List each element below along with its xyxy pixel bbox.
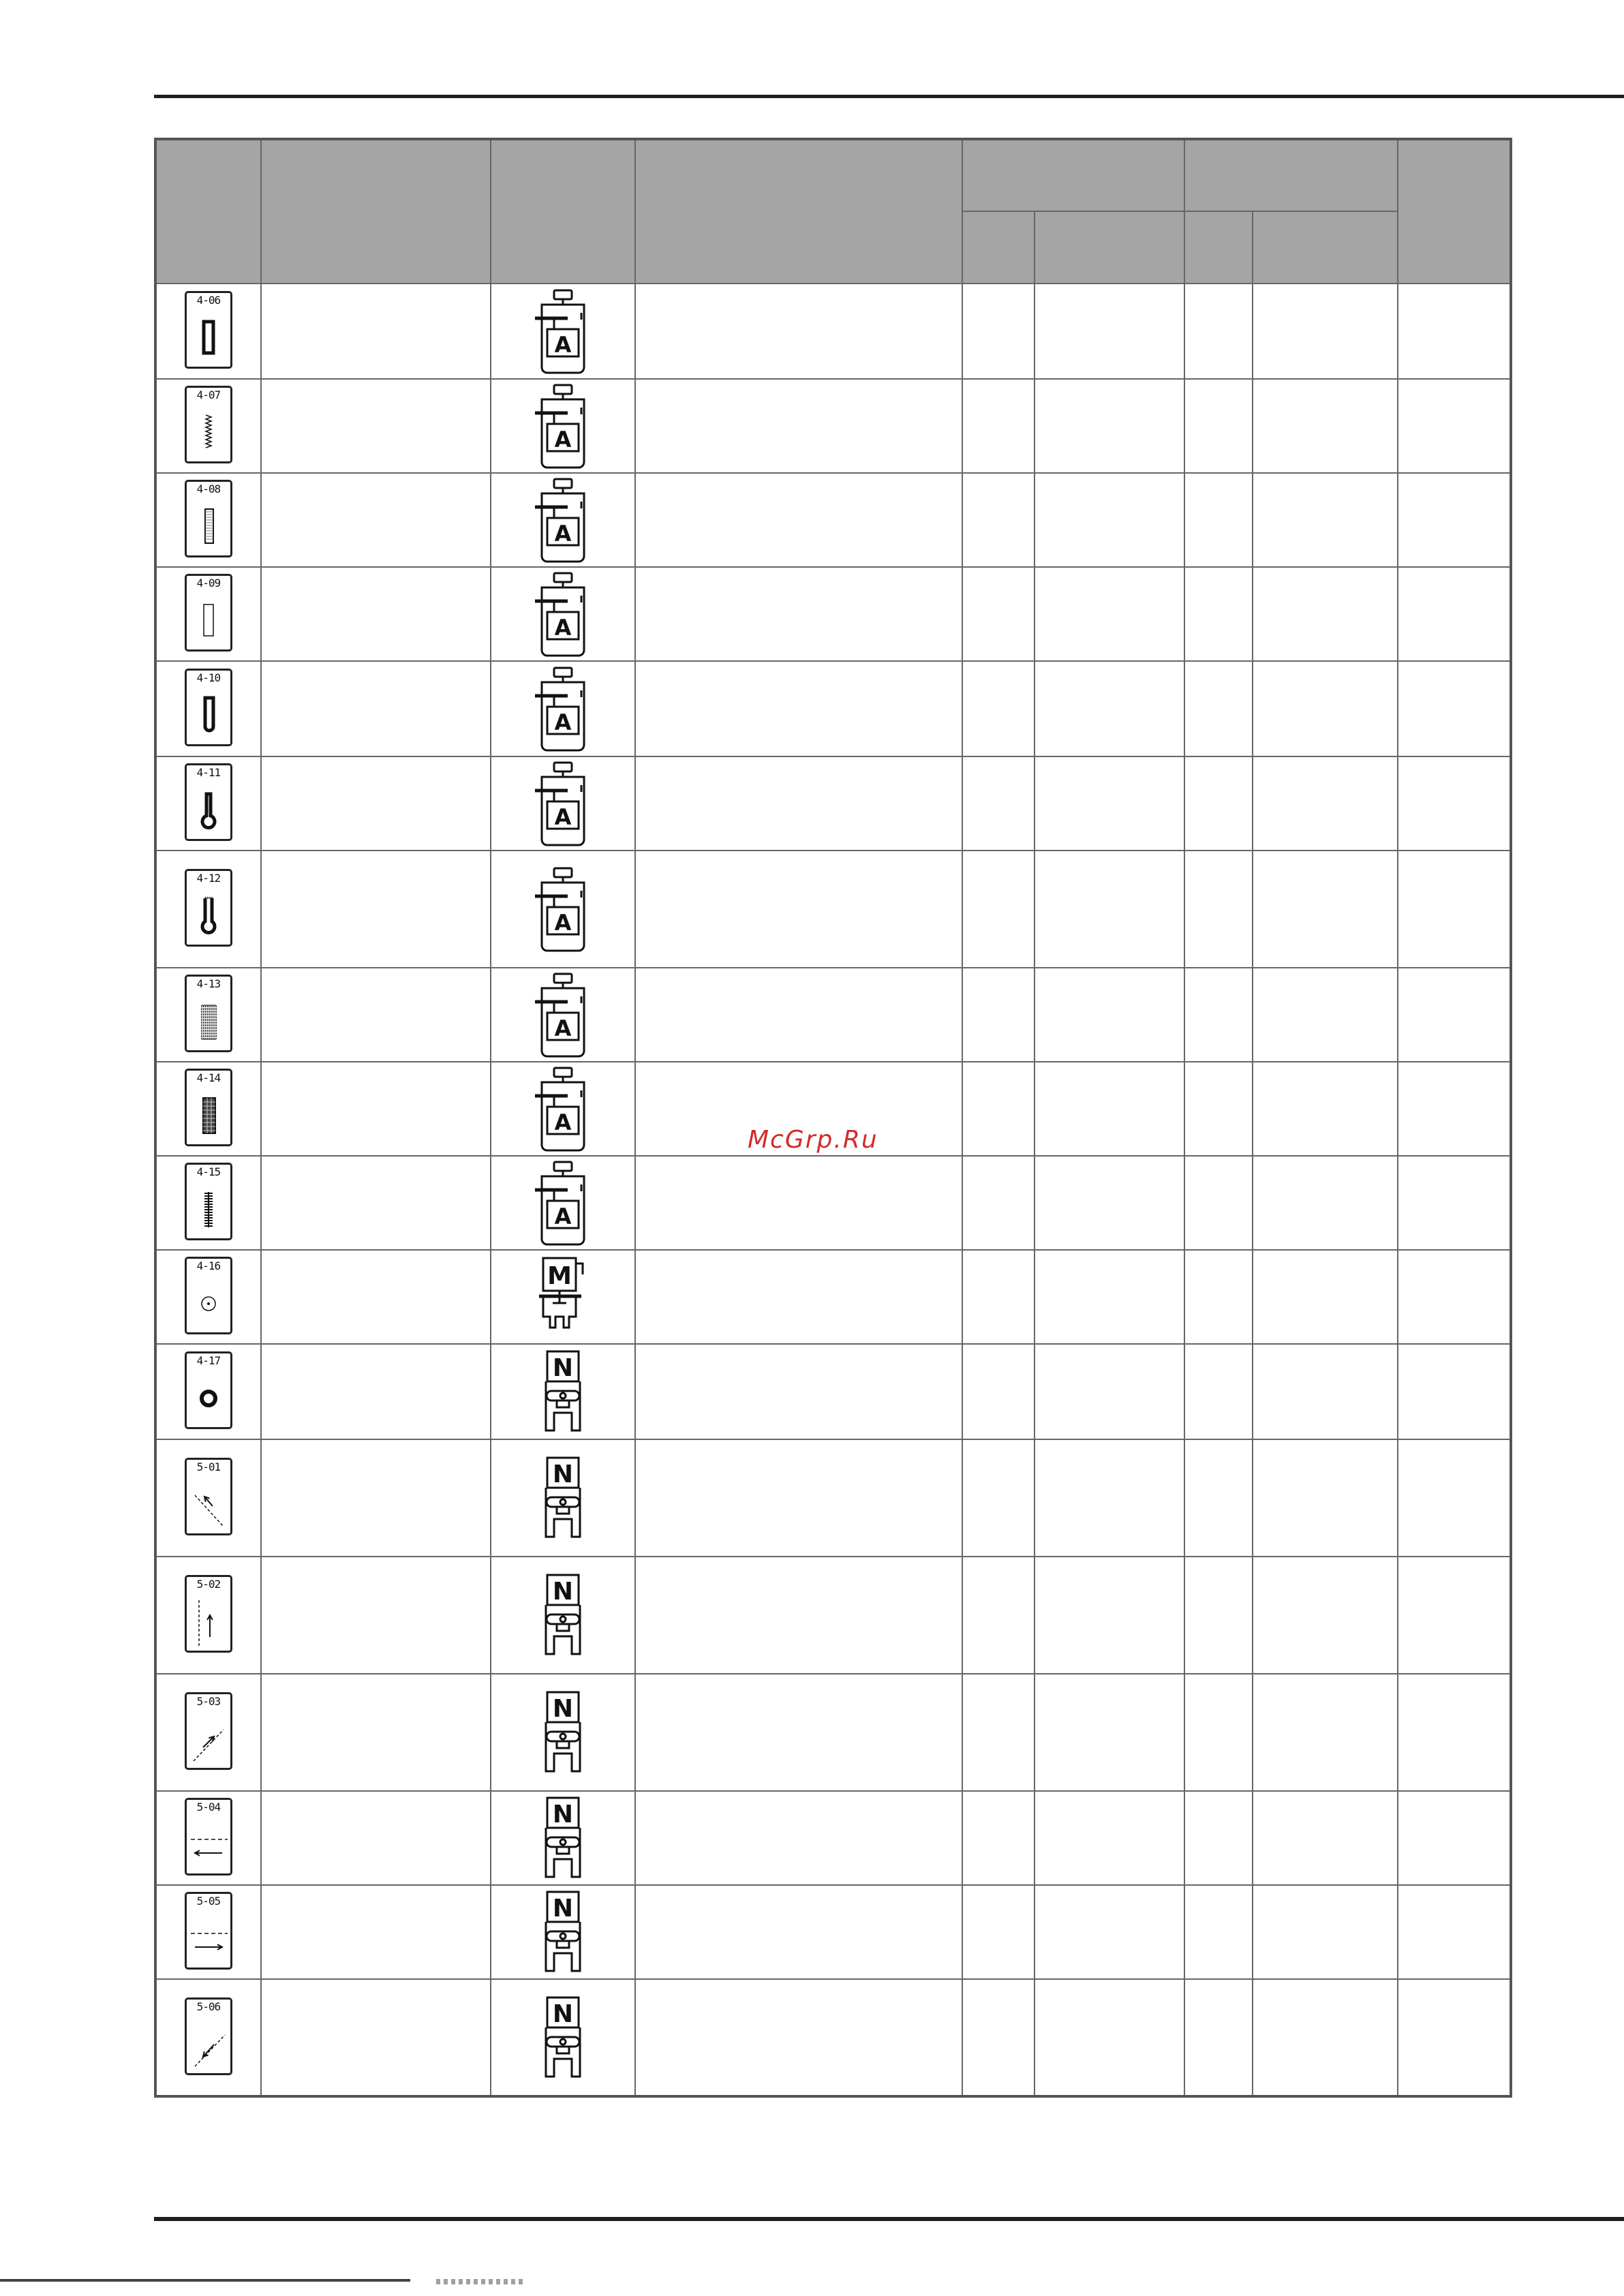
foot-cell	[491, 1674, 634, 1791]
value-cell	[1253, 1439, 1398, 1557]
value-cell	[1184, 756, 1253, 851]
value-cell	[1253, 1885, 1398, 1979]
header-cell-application	[635, 139, 962, 284]
value-cell	[962, 284, 1035, 379]
name-cell	[261, 1979, 491, 2096]
foot-cell	[491, 1885, 634, 1979]
pattern-cell	[155, 1885, 261, 1979]
value-cell	[1184, 1156, 1253, 1250]
header-subcell-1b	[1035, 211, 1184, 284]
value-cell	[1184, 1674, 1253, 1791]
pattern-cell	[155, 1062, 261, 1156]
value-cell	[1253, 1344, 1398, 1439]
value-cell	[962, 1557, 1035, 1674]
value-cell	[1035, 851, 1184, 968]
foot-cell	[491, 1439, 634, 1557]
stitch-pattern-key	[185, 291, 232, 369]
table-row	[155, 1557, 1511, 1674]
value-cell	[1184, 851, 1253, 968]
pattern-cell	[155, 756, 261, 851]
value-cell	[1398, 1979, 1511, 2096]
value-cell	[1253, 1791, 1398, 1885]
value-cell	[962, 1344, 1035, 1439]
value-cell	[1398, 379, 1511, 473]
pattern-cell	[155, 1674, 261, 1791]
value-cell	[962, 1439, 1035, 1557]
foot-cell	[491, 567, 634, 661]
monogramming-foot-n-icon	[491, 1689, 634, 1775]
name-cell	[261, 284, 491, 379]
foot-cell	[491, 284, 634, 379]
value-cell	[1035, 1791, 1184, 1885]
value-cell	[962, 1674, 1035, 1791]
svg-text:N: N	[552, 1695, 574, 1723]
application-cell	[635, 1885, 962, 1979]
table-row	[155, 284, 1511, 379]
stitch-pattern-key	[185, 1163, 232, 1240]
svg-text:A: A	[554, 427, 572, 453]
application-cell	[635, 379, 962, 473]
stitch-code: 5-04	[196, 1801, 221, 1813]
footer-mark	[436, 2279, 525, 2284]
table-row	[155, 379, 1511, 473]
value-cell	[1184, 1979, 1253, 2096]
value-cell	[1035, 968, 1184, 1062]
application-cell	[635, 567, 962, 661]
pattern-cell	[155, 284, 261, 379]
stitch-pattern-key	[185, 869, 232, 947]
name-cell	[261, 1344, 491, 1439]
stitch-code: 5-05	[196, 1895, 221, 1908]
table-row	[155, 473, 1511, 567]
value-cell	[1398, 1344, 1511, 1439]
value-cell	[1035, 473, 1184, 567]
table-row	[155, 567, 1511, 661]
stitch-code: 4-16	[196, 1259, 221, 1272]
name-cell	[261, 567, 491, 661]
value-cell	[1184, 284, 1253, 379]
value-cell	[1035, 1557, 1184, 1674]
svg-text:N: N	[552, 1354, 574, 1382]
foot-cell	[491, 1344, 634, 1439]
value-cell	[1398, 567, 1511, 661]
stitch-code: 4-17	[196, 1354, 221, 1367]
value-cell	[1398, 1062, 1511, 1156]
svg-text:A: A	[554, 910, 572, 936]
pattern-cell	[155, 379, 261, 473]
value-cell	[1035, 1439, 1184, 1557]
stitch-code: 4-06	[196, 294, 221, 307]
value-cell	[962, 1885, 1035, 1979]
stitch-pattern-key	[185, 1351, 232, 1429]
stitch-code: 5-03	[196, 1695, 221, 1708]
value-cell	[1253, 1557, 1398, 1674]
monogramming-foot-n-icon	[491, 1572, 634, 1658]
foot-cell	[491, 968, 634, 1062]
value-cell	[1184, 1439, 1253, 1557]
svg-text:A: A	[554, 1109, 572, 1135]
svg-text:A: A	[554, 1204, 572, 1229]
value-cell	[1035, 284, 1184, 379]
foot-cell	[491, 1979, 634, 2096]
pattern-cell	[155, 1250, 261, 1344]
foot-cell	[491, 661, 634, 756]
value-cell	[1035, 756, 1184, 851]
value-cell	[962, 1156, 1035, 1250]
value-cell	[1398, 661, 1511, 756]
monogramming-foot-n-icon	[491, 1795, 634, 1881]
value-cell	[962, 1791, 1035, 1885]
pattern-cell	[155, 1557, 261, 1674]
value-cell	[1253, 1062, 1398, 1156]
name-cell	[261, 661, 491, 756]
foot-cell	[491, 756, 634, 851]
footer-thin-rule	[0, 2279, 410, 2282]
name-cell	[261, 1791, 491, 1885]
name-cell	[261, 379, 491, 473]
monogramming-foot-n-icon	[491, 1349, 634, 1435]
stitch-code: 5-02	[196, 1578, 221, 1591]
value-cell	[1184, 1885, 1253, 1979]
header-cell-group-2	[1184, 139, 1398, 211]
value-cell	[962, 661, 1035, 756]
value-cell	[1253, 473, 1398, 567]
table-row	[155, 661, 1511, 756]
name-cell	[261, 1062, 491, 1156]
application-cell	[635, 1557, 962, 1674]
svg-text:A: A	[554, 332, 572, 358]
value-cell	[1253, 379, 1398, 473]
svg-text:A: A	[554, 709, 572, 735]
header-rule	[154, 95, 1624, 98]
value-cell	[1398, 1439, 1511, 1557]
foot-cell	[491, 1062, 634, 1156]
application-cell	[635, 1250, 962, 1344]
pattern-cell	[155, 1156, 261, 1250]
table-row	[155, 1344, 1511, 1439]
table-row	[155, 851, 1511, 968]
value-cell	[1253, 1250, 1398, 1344]
pattern-cell	[155, 661, 261, 756]
header-cell-pattern	[155, 139, 261, 284]
foot-cell	[491, 473, 634, 567]
value-cell	[1398, 1156, 1511, 1250]
stitch-code: 4-15	[196, 1165, 221, 1178]
stitch-pattern-key	[185, 386, 232, 463]
pattern-cell	[155, 1344, 261, 1439]
value-cell	[1253, 1674, 1398, 1791]
value-cell	[1184, 1344, 1253, 1439]
buttonhole-foot-a-icon	[491, 1160, 634, 1246]
stitch-pattern-key	[185, 1575, 232, 1653]
table-row	[155, 1156, 1511, 1250]
stitch-code: 4-12	[196, 872, 221, 885]
stitch-code: 4-08	[196, 483, 221, 495]
svg-text:M: M	[547, 1262, 572, 1290]
foot-cell	[491, 379, 634, 473]
stitch-code: 4-10	[196, 671, 221, 684]
svg-text:A: A	[554, 1015, 572, 1041]
value-cell	[1398, 756, 1511, 851]
name-cell	[261, 756, 491, 851]
stitch-pattern-key	[185, 1257, 232, 1334]
stitch-code: 4-11	[196, 766, 221, 779]
value-cell	[1253, 968, 1398, 1062]
name-cell	[261, 851, 491, 968]
table-row	[155, 756, 1511, 851]
pattern-cell	[155, 1791, 261, 1885]
buttonhole-foot-a-icon	[491, 761, 634, 846]
pattern-cell	[155, 968, 261, 1062]
name-cell	[261, 1439, 491, 1557]
name-cell	[261, 1156, 491, 1250]
value-cell	[1035, 1156, 1184, 1250]
name-cell	[261, 1557, 491, 1674]
value-cell	[1035, 1979, 1184, 2096]
value-cell	[1184, 661, 1253, 756]
buttonhole-foot-a-icon	[491, 666, 634, 752]
value-cell	[1184, 1062, 1253, 1156]
value-cell	[1398, 1250, 1511, 1344]
value-cell	[1398, 1674, 1511, 1791]
foot-cell	[491, 1557, 634, 1674]
foot-cell	[491, 1791, 634, 1885]
stitch-pattern-key	[185, 1997, 232, 2075]
application-cell	[635, 756, 962, 851]
value-cell	[1184, 1791, 1253, 1885]
application-cell	[635, 968, 962, 1062]
header-cell-last	[1398, 139, 1511, 284]
stitch-code: 4-09	[196, 577, 221, 590]
stitch-code: 5-06	[196, 2000, 221, 2013]
value-cell	[1398, 473, 1511, 567]
value-cell	[1398, 968, 1511, 1062]
buttonhole-foot-a-icon	[491, 383, 634, 469]
stitch-pattern-key	[185, 1798, 232, 1876]
monogramming-foot-n-icon	[491, 1455, 634, 1541]
pattern-cell	[155, 851, 261, 968]
value-cell	[1035, 661, 1184, 756]
value-cell	[1253, 567, 1398, 661]
value-cell	[1398, 1557, 1511, 1674]
stitch-pattern-key	[185, 975, 232, 1052]
value-cell	[1184, 1250, 1253, 1344]
value-cell	[962, 756, 1035, 851]
svg-text:N: N	[552, 2000, 574, 2028]
stitch-pattern-key	[185, 1692, 232, 1770]
stitch-code: 5-01	[196, 1460, 221, 1473]
value-cell	[1253, 1979, 1398, 2096]
application-cell	[635, 1979, 962, 2096]
buttonhole-foot-a-icon	[491, 571, 634, 657]
value-cell	[962, 851, 1035, 968]
value-cell	[1253, 1156, 1398, 1250]
monogramming-foot-n-icon	[491, 1889, 634, 1975]
application-cell	[635, 473, 962, 567]
value-cell	[1184, 567, 1253, 661]
buttonhole-foot-a-icon	[491, 288, 634, 374]
table-row	[155, 1979, 1511, 2096]
application-cell	[635, 851, 962, 968]
value-cell	[1035, 1674, 1184, 1791]
application-cell	[635, 661, 962, 756]
svg-text:A: A	[554, 615, 572, 641]
value-cell	[1253, 756, 1398, 851]
svg-text:N: N	[552, 1578, 574, 1606]
value-cell	[1184, 1557, 1253, 1674]
name-cell	[261, 1885, 491, 1979]
table-body	[155, 284, 1511, 2096]
value-cell	[962, 379, 1035, 473]
value-cell	[962, 473, 1035, 567]
name-cell	[261, 473, 491, 567]
value-cell	[1253, 661, 1398, 756]
name-cell	[261, 1250, 491, 1344]
table-row	[155, 1250, 1511, 1344]
pattern-cell	[155, 473, 261, 567]
value-cell	[1398, 1885, 1511, 1979]
foot-cell	[491, 1156, 634, 1250]
pattern-cell	[155, 1979, 261, 2096]
value-cell	[1035, 567, 1184, 661]
value-cell	[1184, 379, 1253, 473]
buttonhole-foot-a-icon	[491, 477, 634, 563]
value-cell	[1035, 379, 1184, 473]
value-cell	[962, 1062, 1035, 1156]
foot-cell	[491, 1250, 634, 1344]
pattern-cell	[155, 567, 261, 661]
buttonhole-foot-a-icon	[491, 866, 634, 952]
application-cell	[635, 1791, 962, 1885]
stitch-pattern-key	[185, 1069, 232, 1146]
foot-cell	[491, 851, 634, 968]
stitch-code: 4-14	[196, 1071, 221, 1084]
stitch-pattern-key	[185, 480, 232, 557]
application-cell	[635, 284, 962, 379]
table-header	[155, 139, 1511, 284]
table-row	[155, 1674, 1511, 1791]
value-cell	[1398, 1791, 1511, 1885]
value-cell	[962, 968, 1035, 1062]
table-row	[155, 1791, 1511, 1885]
name-cell	[261, 1674, 491, 1791]
value-cell	[1184, 473, 1253, 567]
stitch-pattern-key	[185, 763, 232, 841]
value-cell	[1035, 1344, 1184, 1439]
value-cell	[1184, 968, 1253, 1062]
stitch-code: 4-07	[196, 388, 221, 401]
watermark: McGrp.Ru	[748, 1126, 878, 1154]
value-cell	[962, 567, 1035, 661]
name-cell	[261, 968, 491, 1062]
svg-text:N: N	[552, 1801, 574, 1828]
svg-text:A: A	[554, 804, 572, 830]
buttonhole-foot-a-icon	[491, 1066, 634, 1152]
table-row	[155, 1439, 1511, 1557]
value-cell	[1035, 1250, 1184, 1344]
header-subcell-1a	[962, 211, 1035, 284]
stitch-pattern-key	[185, 1892, 232, 1970]
svg-text:N: N	[552, 1895, 574, 1923]
value-cell	[962, 1250, 1035, 1344]
application-cell	[635, 1674, 962, 1791]
value-cell	[1035, 1062, 1184, 1156]
application-cell	[635, 1439, 962, 1557]
header-subcell-2b	[1253, 211, 1398, 284]
header-subcell-2a	[1184, 211, 1253, 284]
pattern-cell	[155, 1439, 261, 1557]
application-cell	[635, 1344, 962, 1439]
value-cell	[1398, 284, 1511, 379]
header-cell-group-1	[962, 139, 1184, 211]
footer-rule	[154, 2217, 1624, 2221]
stitch-pattern-key	[185, 574, 232, 652]
value-cell	[1253, 851, 1398, 968]
svg-text:A: A	[554, 521, 572, 547]
stitch-pattern-key	[185, 1458, 232, 1535]
value-cell	[1398, 851, 1511, 968]
monogramming-foot-n-icon	[491, 1995, 634, 2081]
stitch-pattern-key	[185, 669, 232, 746]
stitch-code: 4-13	[196, 977, 221, 990]
value-cell	[962, 1979, 1035, 2096]
header-cell-name	[261, 139, 491, 284]
value-cell	[1253, 284, 1398, 379]
value-cell	[1035, 1885, 1184, 1979]
application-cell	[635, 1156, 962, 1250]
header-cell-foot	[491, 139, 634, 284]
button-fitting-foot-m-icon	[491, 1254, 634, 1340]
table-row	[155, 968, 1511, 1062]
table-row	[155, 1885, 1511, 1979]
stitch-settings-table	[154, 138, 1512, 2098]
buttonhole-foot-a-icon	[491, 972, 634, 1058]
svg-text:N: N	[552, 1460, 574, 1488]
